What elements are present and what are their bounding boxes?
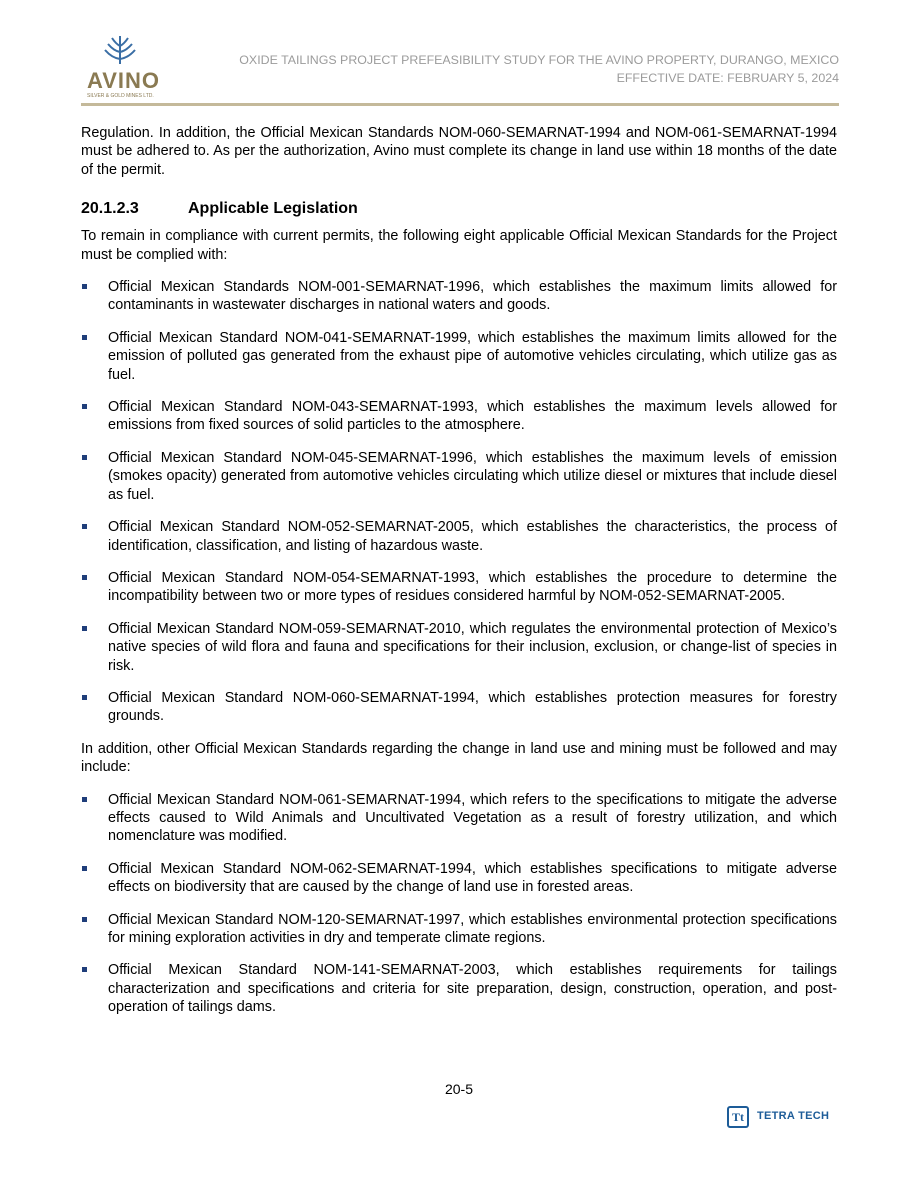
- square-bullet-icon: [82, 335, 87, 340]
- list-item: [81, 278, 837, 315]
- additional-standards-list: [81, 791, 837, 1017]
- list-item-text: Official Mexican Standard NOM-054-SEMARNAT-1993, which establishes the procedure to determine the incompatibility between two or more types of residues considered harmful by NOM-052-SEMARNAT-2005.: [108, 569, 837, 605]
- standards-list: [81, 278, 837, 726]
- list-item: [81, 449, 837, 504]
- list-item-text: Official Mexican Standard NOM-062-SEMARNAT-1994, which establishes specifications to mitigate adverse effects on biodiversity that are caused by the change of land use in forested areas.: [108, 860, 837, 896]
- list-item: [81, 911, 837, 948]
- tetra-tech-name: TETRA TECH: [757, 1110, 830, 1122]
- square-bullet-icon: [82, 917, 87, 922]
- square-bullet-icon: [82, 967, 87, 972]
- section-heading: [81, 199, 837, 219]
- avino-logo-text: AVINO: [87, 68, 161, 93]
- square-bullet-icon: [82, 524, 87, 529]
- list-item-text: Official Mexican Standard NOM-043-SEMARNAT-1993, which establishes the maximum levels allowed for emissions from fixed sources of solid particles to the atmosphere.: [108, 399, 837, 434]
- square-bullet-icon: [82, 284, 87, 289]
- list-item-text: Official Mexican Standard NOM-141-SEMARNAT-2003, which establishes requirements for tailings characterization and specifications and criteria for site preparation, design, construction, operation, and post-operation of tailings dams.: [108, 962, 837, 1016]
- list-item: [81, 398, 837, 435]
- list-item-text: Official Mexican Standard NOM-059-SEMARNAT-2010, which regulates the environmental protection of Mexico’s native species of wild flora and fauna and specifications for their inclusion, exclusion, or change-list of species in risk.: [108, 620, 837, 674]
- square-bullet-icon: [82, 866, 87, 871]
- avino-logo: [83, 36, 163, 100]
- list-item-text: Official Mexican Standard NOM-045-SEMARNAT-1996, which establishes the maximum levels of emission (smokes opacity) generated from automotive vehicles circulating which utilize diesel or mixtures that include diesel as fuel.: [108, 449, 837, 503]
- list-item-text: Official Mexican Standard NOM-061-SEMARNAT-1994, which refers to the specifications to mitigate the adverse effects caused to Wild Animals and Uncultivated Vegetation as a result of forestry utilization, and which nomenclature was modified.: [108, 791, 837, 845]
- list-item: [81, 961, 837, 1016]
- square-bullet-icon: [82, 575, 87, 580]
- document-body: [81, 124, 837, 1017]
- tetra-tech-logo-mark: Tt: [727, 1106, 749, 1128]
- additional-standards-paragraph: In addition, other Official Mexican Standards regarding the change in land use and mining must be followed and may include:: [81, 740, 837, 776]
- list-item: [81, 329, 837, 384]
- square-bullet-icon: [82, 626, 87, 631]
- list-item: [81, 689, 837, 726]
- list-item-text: Official Mexican Standard NOM-052-SEMARNAT-2005, which establishes the characteristics, the process of identification, classification, and listing of hazardous waste.: [108, 519, 837, 554]
- list-item: [81, 518, 837, 555]
- header-divider: [81, 103, 839, 106]
- square-bullet-icon: [82, 797, 87, 802]
- tetra-tech-logo-icon: [727, 1104, 837, 1132]
- list-item-text: Official Mexican Standard NOM-060-SEMARNAT-1994, which establishes protection measures for forestry grounds.: [108, 689, 837, 725]
- section-title: Applicable Legislation: [188, 200, 358, 218]
- list-item: [81, 791, 837, 846]
- section-intro-paragraph: To remain in compliance with current permits, the following eight applicable Official Mexican Standards for the Project must be complied with:: [81, 228, 837, 263]
- avino-logo-subtext: SILVER & GOLD MINES LTD.: [87, 93, 154, 99]
- section-number: 20.1.2.3: [81, 200, 139, 218]
- square-bullet-icon: [82, 695, 87, 700]
- list-item-text: Official Mexican Standards NOM-001-SEMARNAT-1996, which establishes the maximum limits allowed for contaminants in wastewater discharges in national waters and goods.: [108, 279, 837, 314]
- list-item-text: Official Mexican Standard NOM-120-SEMARNAT-1997, which establishes environmental protection specifications for mining exploration activities in dry and temperate climate regions.: [108, 911, 837, 946]
- document-title: [239, 51, 839, 87]
- page-number: 20-5: [444, 1081, 474, 1097]
- list-item: [81, 620, 837, 675]
- intro-paragraph: Regulation. In addition, the Official Mexican Standards NOM-060-SEMARNAT-1994 and NOM-061-SEMARNAT-1994 must be adhered to. As per the authorization, Avino must complete its change in land use within 18 months of the date of the permit.: [81, 125, 837, 178]
- square-bullet-icon: [82, 455, 87, 460]
- document-title-line1: OXIDE TAILINGS PROJECT PREFEASIBILITY STUDY FOR THE AVINO PROPERTY, DURANGO, MEXICO: [239, 53, 839, 67]
- list-item: [81, 860, 837, 897]
- effective-date: EFFECTIVE DATE: FEBRUARY 5, 2024: [616, 71, 839, 85]
- page-header: [81, 32, 839, 104]
- square-bullet-icon: [82, 404, 87, 409]
- avino-logo-icon: [103, 36, 137, 66]
- list-item-text: Official Mexican Standard NOM-041-SEMARNAT-1999, which establishes the maximum limits allowed for the emission of polluted gas generated from the exhaust pipe of automotive vehicles circulating, which utilize gas as fuel.: [108, 329, 837, 383]
- list-item: [81, 569, 837, 606]
